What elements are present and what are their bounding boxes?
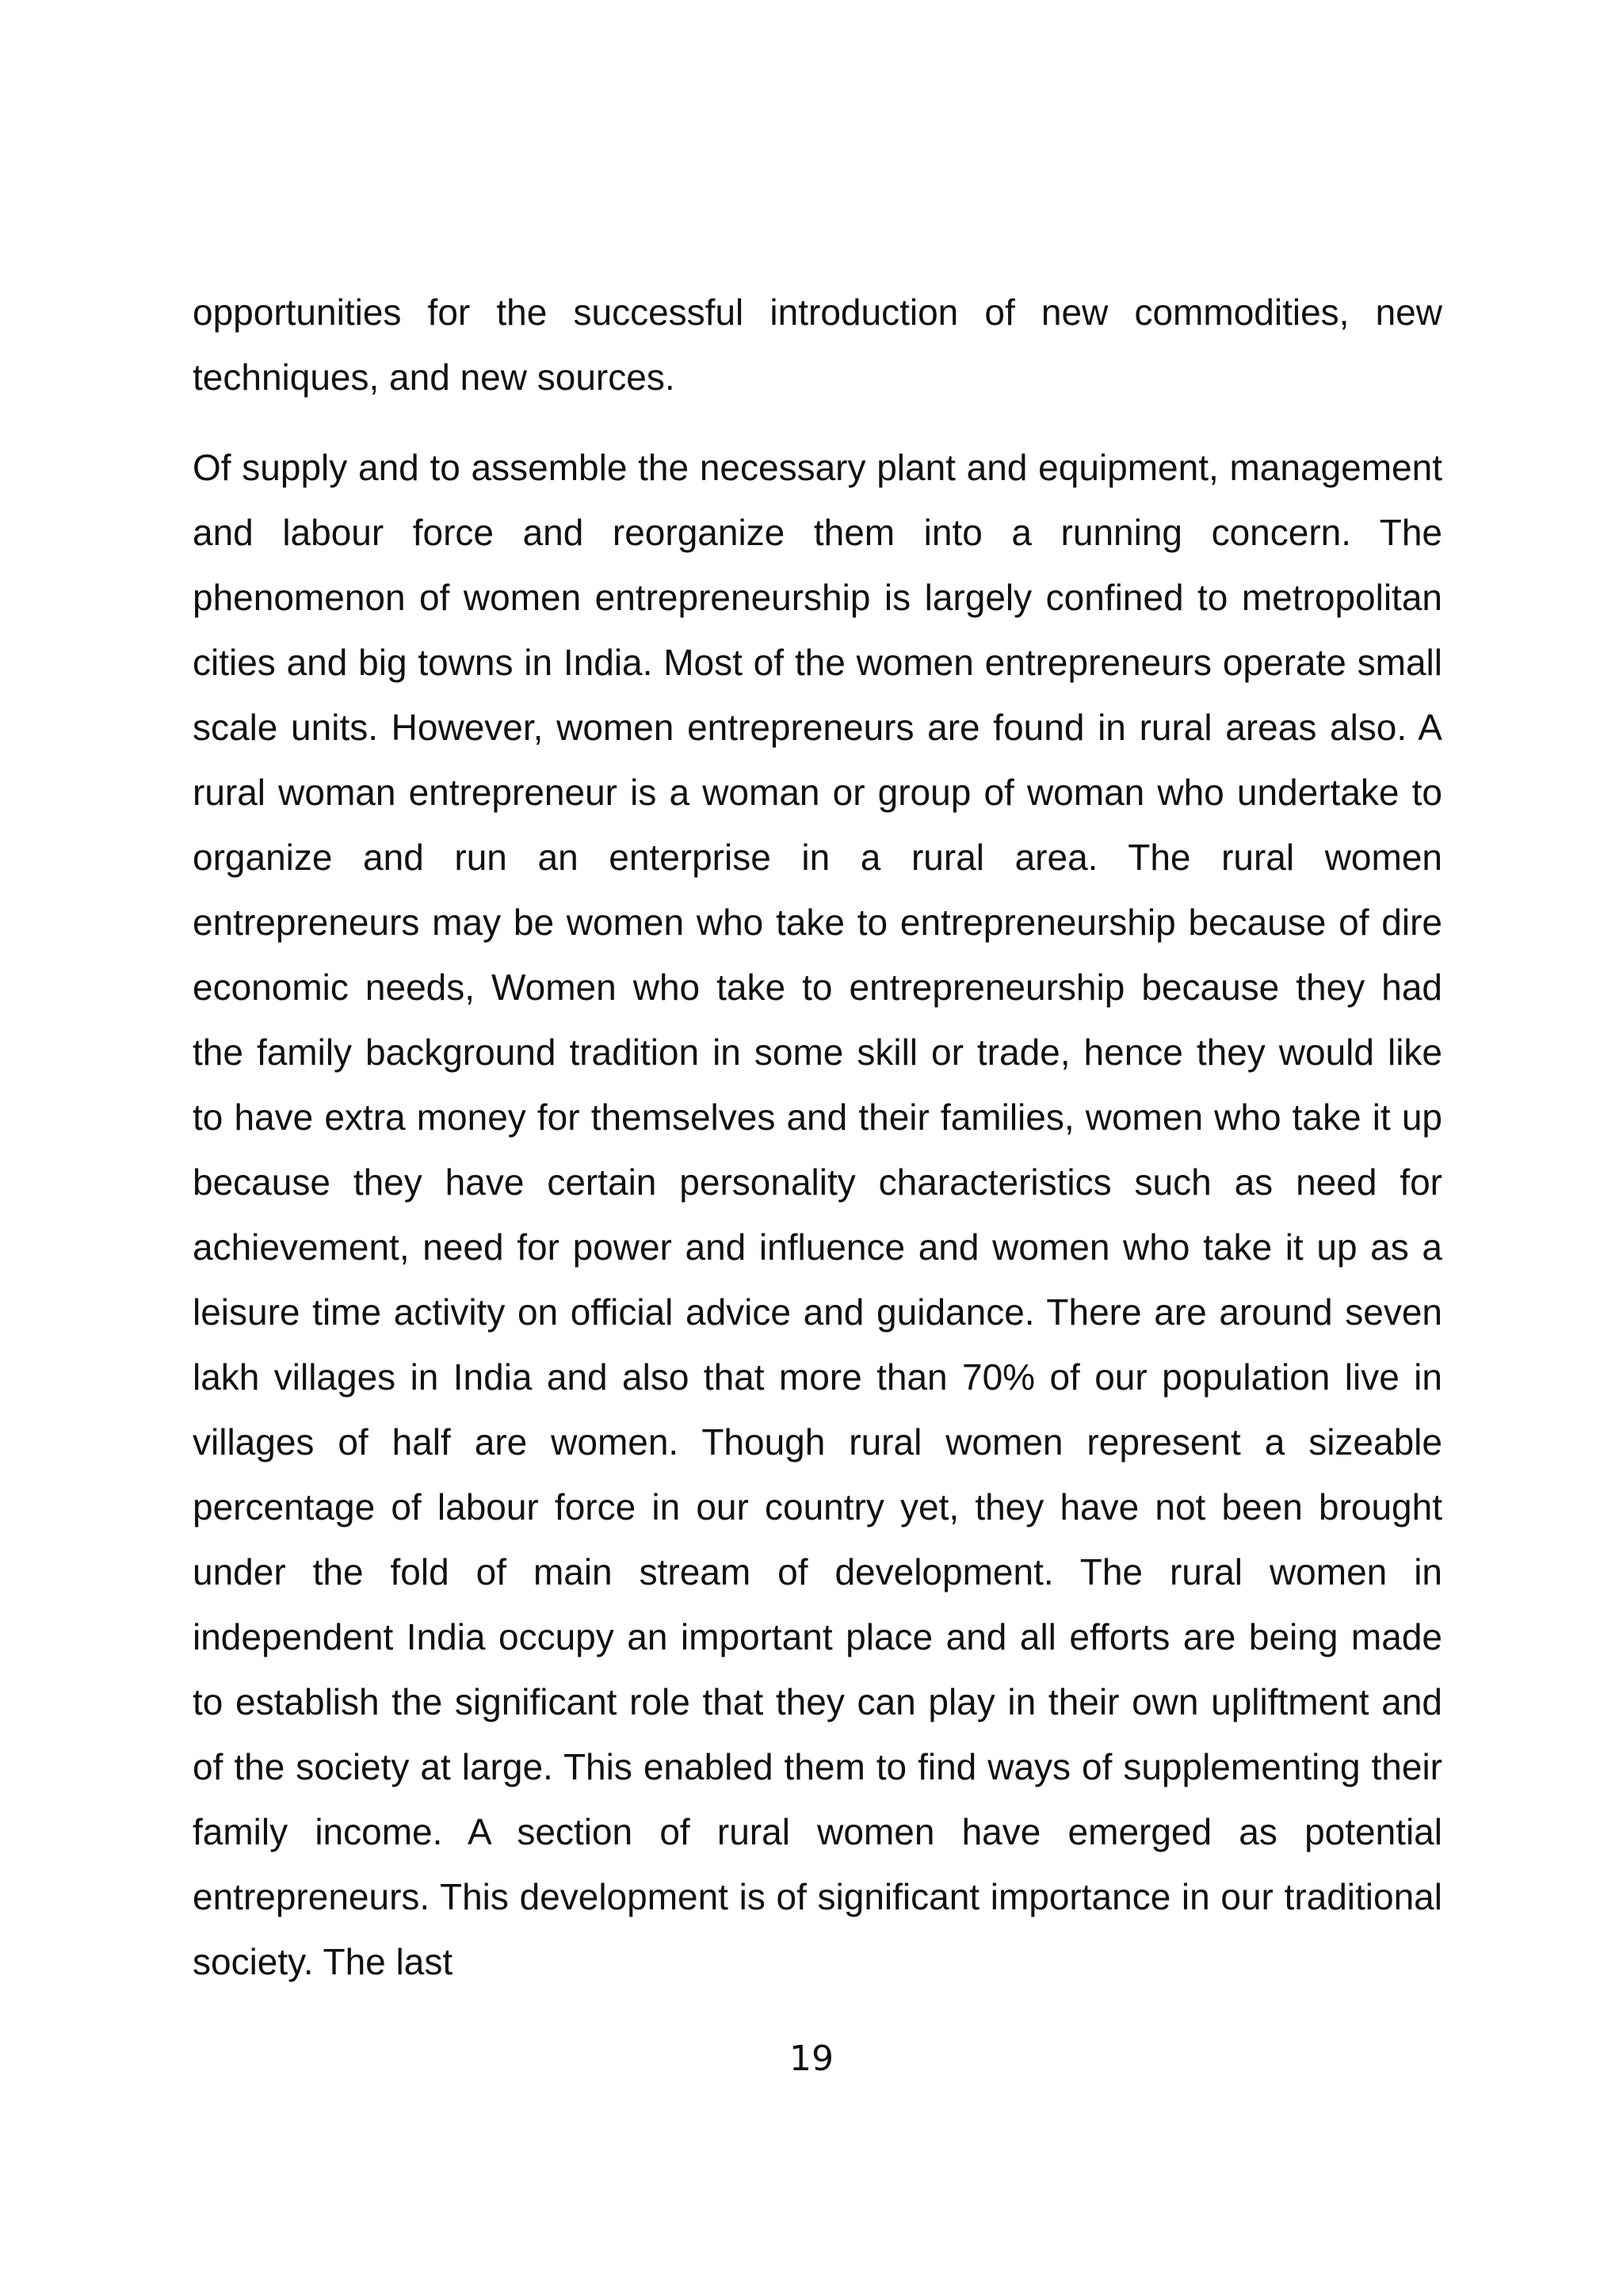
- paragraph-continuation: opportunities for the successful introduction of new commodities, new techniques, and new sources.: [193, 292, 1442, 398]
- paragraph-rural-women-entrepreneurs: Of supply and to assemble the necessary plant and equipment, management and labour force and reorganize them into a running concern. The phenomenon of women entrepreneurship is largely confined to metropolitan cities and big towns in India. Most of the women entrepreneurs operate small scale units. However, women entrepreneurs are found in rural areas also. A rural woman entrepreneur is a woman or group of woman who undertake to organize and run an enterprise in a rural area. The rural women entrepreneurs may be women who take to entrepreneurship because of dire economic needs, Women who take to entrepreneurship because they had the family background tradition in some skill or trade, hence they would like to have extra money for themselves and their families, women who take it up because they have certain personality characteristics such as need for achievement, need for power and influence and women who take it up as a leisure time activity on official advice and guidance. There are around seven lakh villages in India and also that more than 70% of our population live in villages of half are women. Though rural women represent a sizeable percentage of labour force in our country yet, they have not been brought under the fold of main stream of development. The rural women in independent India occupy an important place and all efforts are being made to establish the significant role that they can play in their own upliftment and of the society at large. This enabled them to find ways of supplementing their family income. A section of rural women have emerged as potential entrepreneurs. This development is of significant importance in our traditional society. The last: [193, 447, 1442, 1982]
- page-number: 19: [789, 2039, 834, 2079]
